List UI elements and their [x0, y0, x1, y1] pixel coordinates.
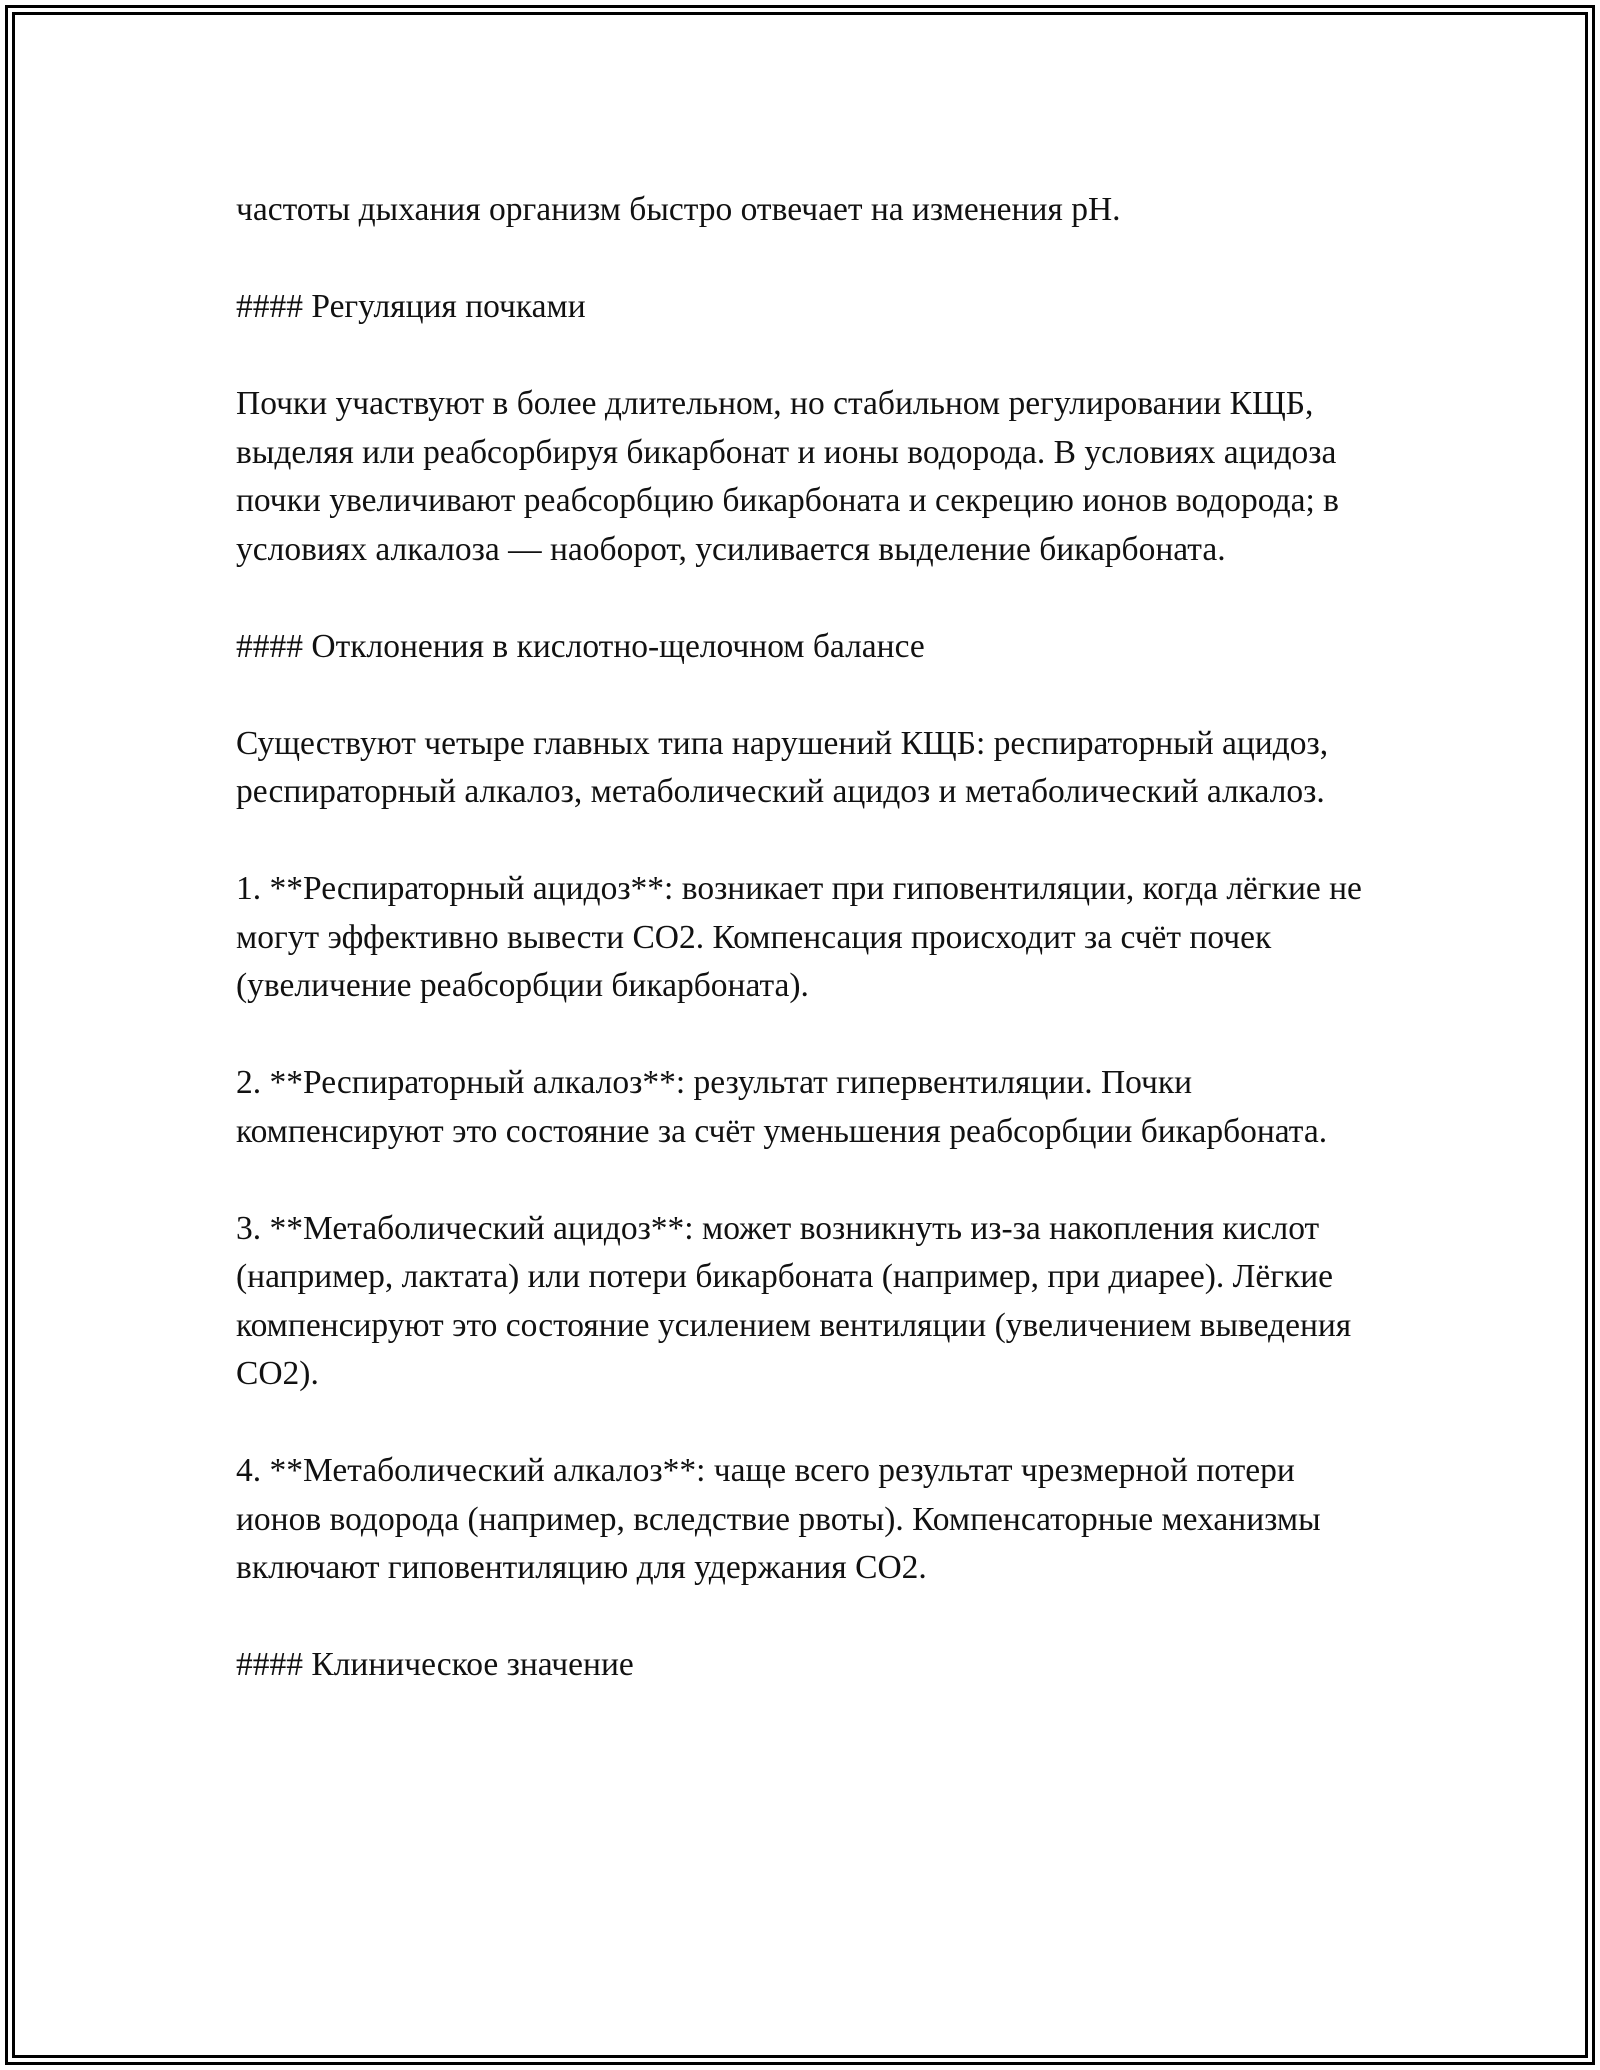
heading-acid-base-deviations: #### Отклонения в кислотно-щелочном балансе — [236, 627, 925, 665]
heading-clinical-significance: #### Клиническое значение — [236, 1646, 634, 1683]
paragraph-breathing-continuation: частоты дыхания организм быстро отвечает на изменения pH. — [236, 191, 1121, 228]
list-item-respiratory-acidosis: 1. **Респираторный ацидоз**: возникает при гиповентиляции, когда лёгкие не могут эффективно вывести CO2. Компенсация происходит за счёт почек (увеличение реабсорбции бикарбоната). — [236, 870, 1362, 1004]
list-item-metabolic-acidosis: 3. **Метаболический ацидоз**: может возникнуть из-за накопления кислот (например, лактата) или потери бикарбоната (например, при диарее). Лёгкие компенсируют это состояние усилением вентиляции (увеличением выведения CO2). — [236, 1209, 1352, 1392]
paragraph-disorder-types: Существуют четыре главных типа нарушений КЩБ: респираторный ацидоз, респираторный алкалоз, метаболический ацидоз и метаболический алкалоз. — [236, 724, 1329, 810]
paragraph-kidney-regulation: Почки участвуют в более длительном, но стабильном регулировании КЩБ, выделяя или реабсорбируя бикарбонат и ионы водорода. В условиях ацидоза почки увеличивают реабсорбцию бикарбоната и секрецию ионов водорода; в условиях алкалоза — наоборот, усиливается выделение бикарбоната. — [236, 385, 1339, 568]
list-item-respiratory-alkalosis: 2. **Респираторный алкалоз**: результат гипервентиляции. Почки компенсируют это состояние за счёт уменьшения реабсорбции бикарбоната. — [236, 1064, 1328, 1150]
list-item-metabolic-alkalosis: 4. **Метаболический алкалоз**: чаще всего результат чрезмерной потери ионов водорода (например, вследствие рвоты). Компенсаторные механизмы включают гиповентиляцию для удержания CO2. — [236, 1452, 1321, 1586]
heading-kidney-regulation: #### Регуляция почками — [236, 288, 586, 325]
document-body — [236, 186, 1386, 1738]
